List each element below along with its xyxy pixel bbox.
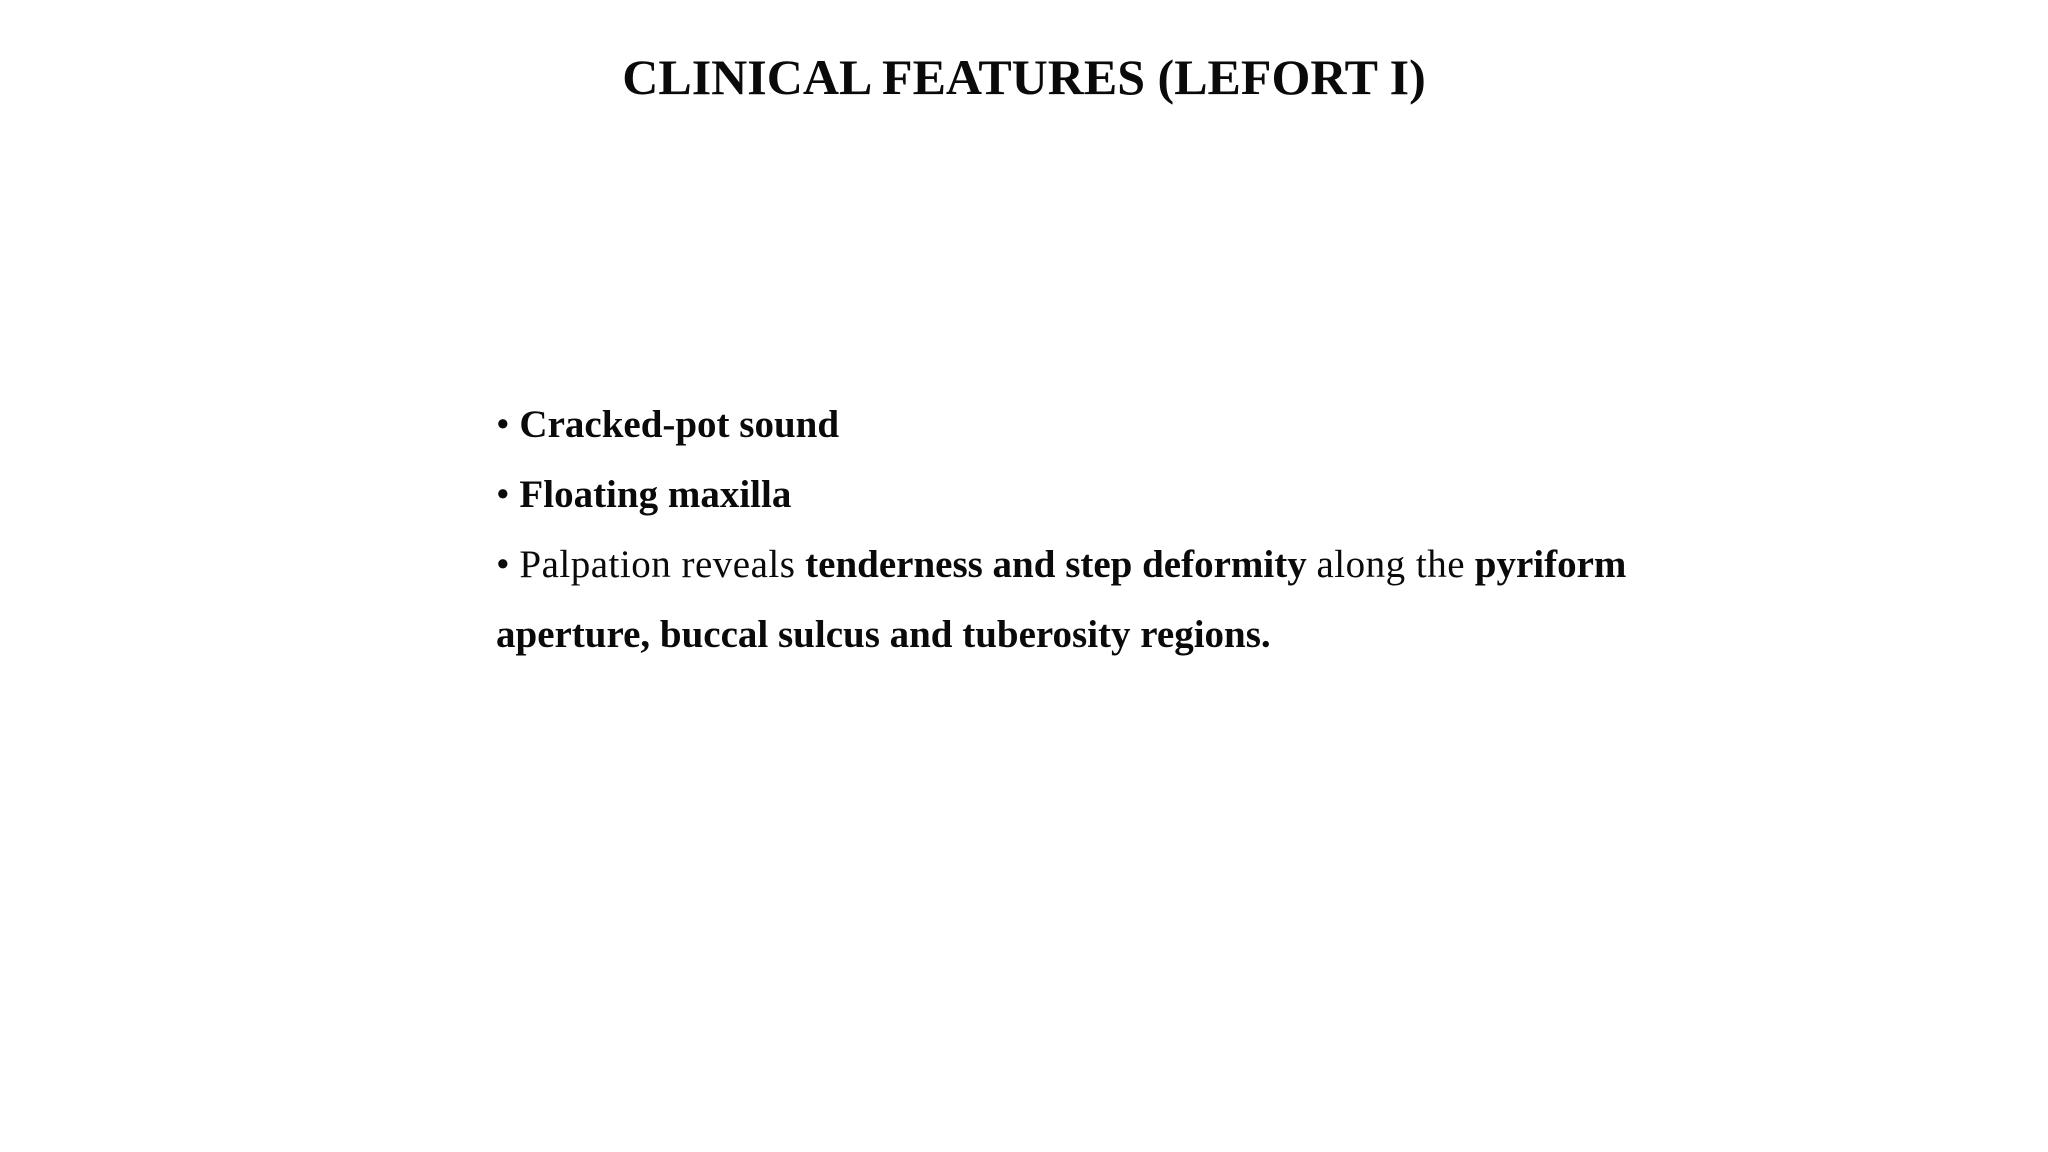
bullet-item bbox=[496, 530, 1636, 670]
bullet-list bbox=[496, 390, 1636, 670]
bullet-text: Cracked-pot sound bbox=[519, 403, 840, 446]
bullet-text: Floating maxilla bbox=[519, 473, 792, 516]
bullet-text-regular: Palpation reveals bbox=[519, 543, 796, 586]
bullet-marker: • bbox=[496, 403, 510, 446]
bullet-item bbox=[496, 390, 1636, 460]
bullet-marker: • bbox=[496, 473, 510, 516]
bullet-text-bold: pyriform aperture, buccal sulcus and tuberosity regions. bbox=[496, 543, 1627, 656]
bullet-text-regular: along the bbox=[1316, 543, 1466, 586]
slide-title: CLINICAL FEATURES (LEFORT I) bbox=[622, 49, 1426, 105]
bullet-text-bold: tenderness and step deformity bbox=[805, 543, 1307, 586]
bullet-marker: • bbox=[496, 543, 510, 586]
bullet-item bbox=[496, 460, 1636, 530]
